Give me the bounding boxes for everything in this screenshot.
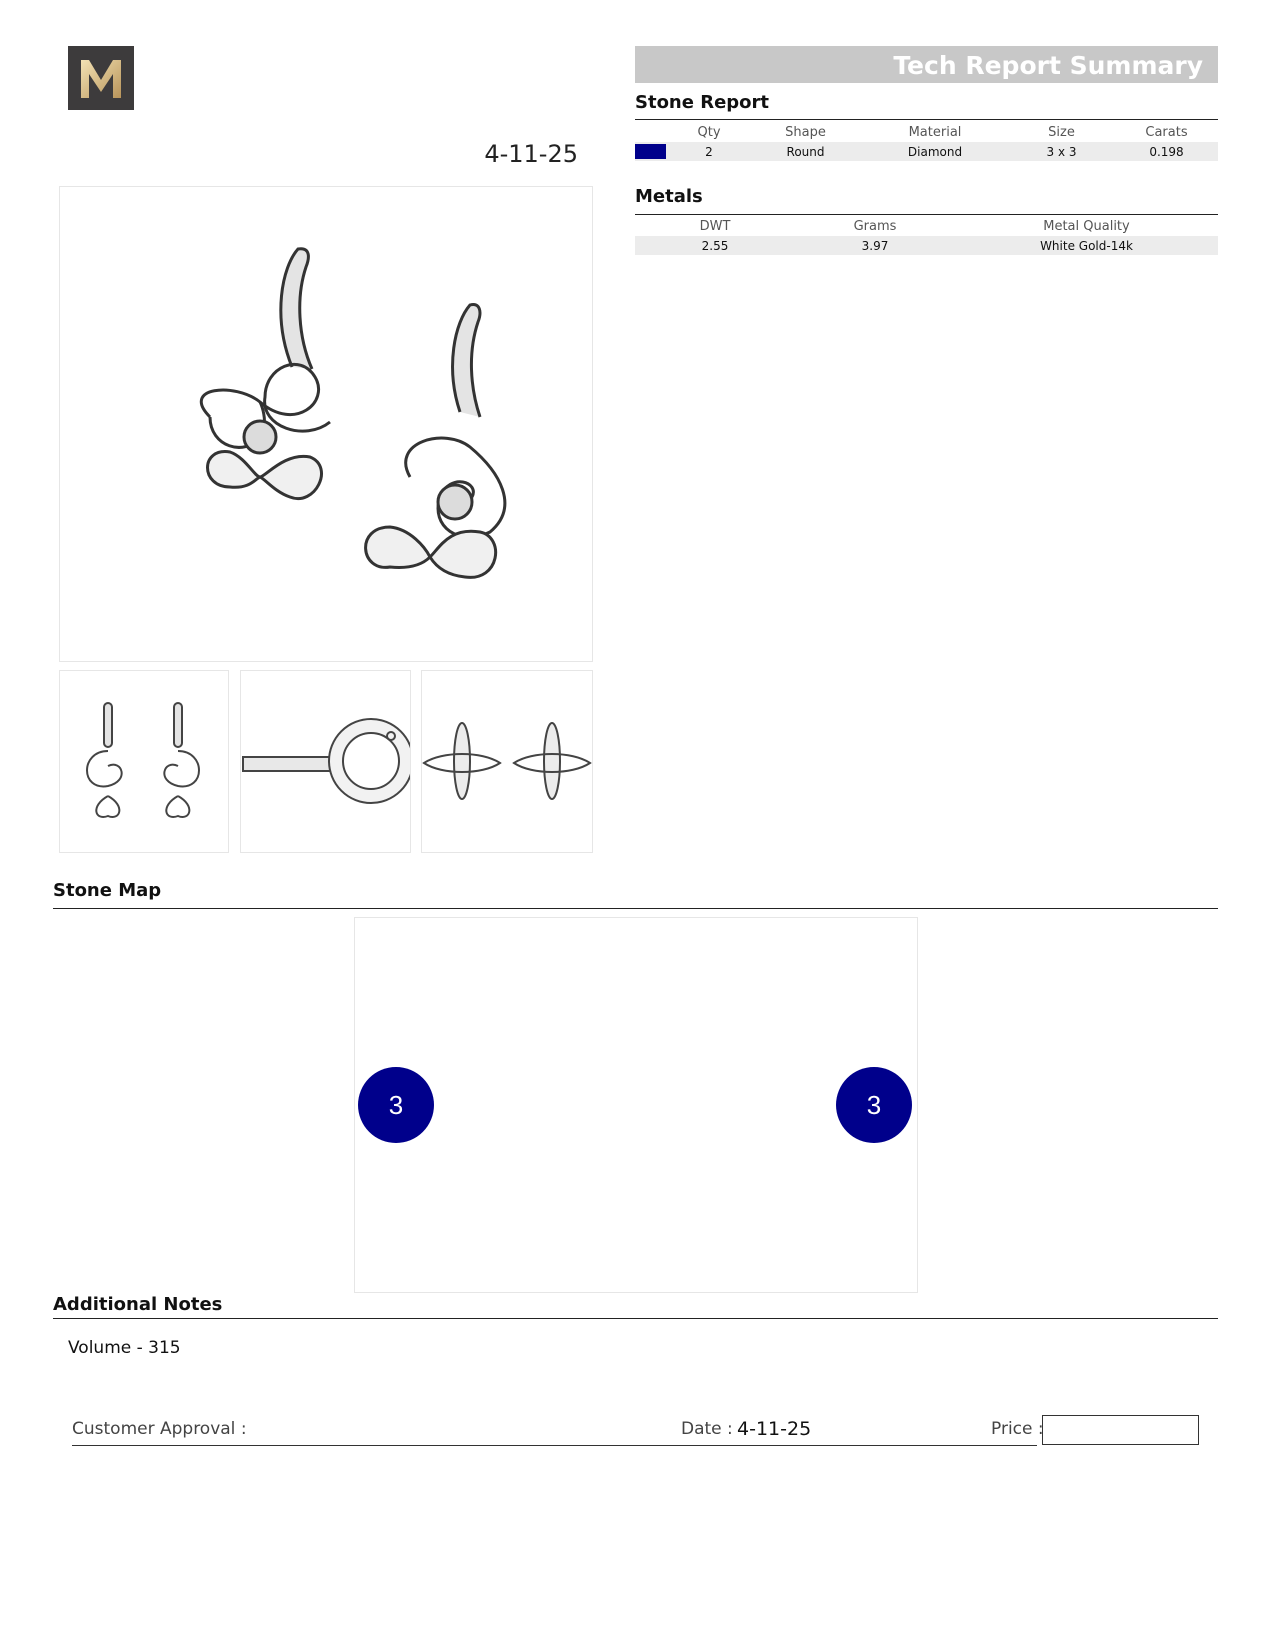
material-column-header: Material	[908, 124, 962, 140]
stone-color-column-header	[635, 122, 669, 142]
approval-date-label: Date :	[681, 1419, 733, 1439]
stone-color-swatch	[635, 144, 666, 159]
thumbnail-front-view	[59, 670, 229, 853]
stone-qty: 2	[669, 142, 749, 161]
thumbnail-top-view	[421, 670, 593, 853]
price-field[interactable]	[1042, 1415, 1199, 1445]
main-product-image	[59, 186, 593, 662]
stone-carats: 0.198	[1115, 142, 1218, 161]
notes-text: Volume - 315	[68, 1338, 181, 1358]
additional-notes-title: Additional Notes	[53, 1294, 223, 1315]
grams-column-header: Grams	[853, 218, 897, 234]
metals-title: Metals	[635, 186, 703, 207]
metal-quality-column-header: Metal Quality	[1043, 218, 1130, 234]
side-view-image	[241, 671, 410, 852]
stone-report-title: Stone Report	[635, 92, 770, 113]
stone-marker-left: 3	[358, 1067, 434, 1143]
table-row	[635, 142, 1218, 161]
logo-m-icon	[77, 56, 125, 100]
price-label: Price :	[991, 1419, 1044, 1439]
stone-marker-right: 3	[836, 1067, 912, 1143]
metal-grams: 3.97	[795, 236, 955, 255]
additional-notes-rule	[53, 1318, 1218, 1319]
stone-map-canvas	[354, 917, 918, 1293]
metals-table	[635, 216, 1218, 255]
metal-dwt: 2.55	[635, 236, 795, 255]
top-view-image	[422, 671, 592, 852]
stone-size: 3 x 3	[1008, 142, 1115, 161]
qty-column-header: Qty	[697, 124, 721, 140]
stone-material: Diamond	[862, 142, 1008, 161]
stone-report-table	[635, 122, 1218, 161]
stone-map-rule	[53, 908, 1218, 909]
table-row	[635, 236, 1218, 255]
dwt-column-header: DWT	[699, 218, 731, 234]
stone-shape: Round	[749, 142, 862, 161]
metals-rule	[635, 214, 1218, 215]
stone-map-title: Stone Map	[53, 880, 162, 901]
customer-approval-label: Customer Approval :	[72, 1419, 247, 1439]
stone-report-header-row	[635, 122, 1218, 142]
stone-report-rule	[635, 119, 1218, 120]
approval-date-value: 4-11-25	[737, 1418, 812, 1440]
metals-header-row	[635, 216, 1218, 236]
approval-signature-line	[72, 1445, 1037, 1446]
earrings-render-image	[60, 187, 592, 661]
metal-quality: White Gold-14k	[955, 236, 1218, 255]
thumbnail-side-view	[240, 670, 411, 853]
company-logo	[68, 46, 134, 110]
report-date: 4-11-25	[484, 140, 578, 168]
report-title-banner: Tech Report Summary	[635, 46, 1218, 83]
size-column-header: Size	[1048, 124, 1075, 140]
front-view-image	[60, 671, 228, 852]
shape-column-header: Shape	[785, 124, 826, 140]
carats-column-header: Carats	[1145, 124, 1188, 140]
